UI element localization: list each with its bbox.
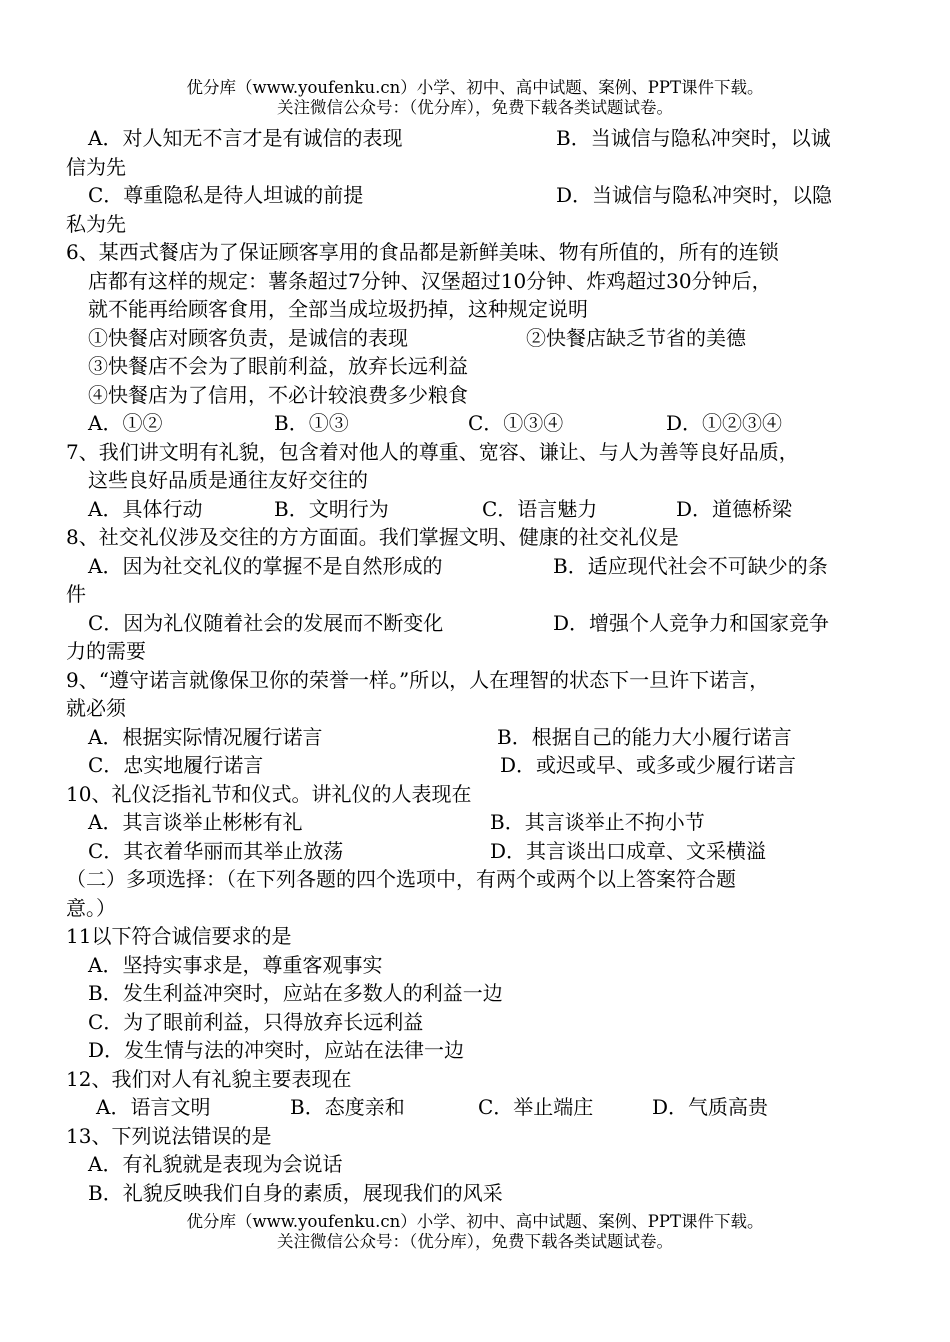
q6-stem-line-2: 店都有这样的规定：薯条超过7分钟、汉堡超过10分钟、炸鸡超过30分钟后， (88, 269, 772, 293)
q12-option-d: D．气质高贵 (652, 1095, 769, 1119)
q9-option-b: B．根据自己的能力大小履行诺言 (497, 725, 792, 749)
q5-option-d-continued: 私为先 (66, 212, 126, 236)
q9-option-a: A．根据实际情况履行诺言 (88, 725, 323, 749)
q13-stem: 13、下列说法错误的是 (66, 1124, 272, 1148)
q11-option-c: C．为了眼前利益，只得放弃长远利益 (88, 1010, 424, 1034)
q11-option-a: A．坚持实事求是，尊重客观事实 (88, 953, 383, 977)
page-footer-line-1: 优分库（www.youfenku.cn）小学、初中、高中试题、案例、PPT课件下载。 (186, 1212, 764, 1231)
q11-option-b: B．发生利益冲突时，应站在多数人的利益一边 (88, 981, 503, 1005)
q9-stem-line-1: 9、“遵守诺言就像保卫你的荣誉一样。”所以，人在理智的状态下一旦许下诺言， (66, 668, 770, 692)
page-footer-line-2: 关注微信公众号：（优分库），免费下载各类试题试卷。 (277, 1232, 673, 1251)
q7-option-b: B．文明行为 (274, 497, 389, 521)
q5-option-d: D．当诚信与隐私冲突时，以隐 (556, 183, 833, 207)
q6-option-c: C．①③④ (468, 411, 564, 435)
q9-stem-line-2: 就必须 (66, 696, 126, 720)
q7-option-a: A．具体行动 (88, 497, 203, 521)
q6-statement-2: ②快餐店缺乏节省的美德 (526, 326, 746, 350)
q8-option-d-continued: 力的需要 (66, 639, 146, 663)
q13-option-a: A．有礼貌就是表现为会说话 (88, 1152, 343, 1176)
q13-option-b: B．礼貌反映我们自身的素质，展现我们的风采 (88, 1181, 503, 1205)
q12-option-a: A．语言文明 (96, 1095, 211, 1119)
q7-stem-line-2: 这些良好品质是通往友好交往的 (88, 468, 368, 492)
q10-option-d: D．其言谈出口成章、文采横溢 (490, 839, 767, 863)
q6-statement-3: ③快餐店不会为了眼前利益，放弃长远利益 (88, 354, 468, 378)
q11-option-d: D．发生情与法的冲突时，应站在法律一边 (88, 1038, 465, 1062)
q5-option-a: A．对人知无不言才是有诚信的表现 (88, 126, 403, 150)
q8-option-b: B．适应现代社会不可缺少的条 (553, 554, 828, 578)
q8-option-b-continued: 件 (66, 582, 86, 606)
q9-option-c: C．忠实地履行诺言 (88, 753, 264, 777)
section-multiple-choice-heading: （二）多项选择：（在下列各题的四个选项中，有两个或两个以上答案符合题 (66, 867, 736, 891)
q11-stem: 11以下符合诚信要求的是 (66, 924, 292, 948)
q10-option-a: A．其言谈举止彬彬有礼 (88, 810, 303, 834)
q6-option-b: B．①③ (274, 411, 349, 435)
q10-stem: 10、礼仪泛指礼节和仪式。讲礼仪的人表现在 (66, 782, 472, 806)
q5-option-c: C．尊重隐私是待人坦诚的前提 (88, 183, 364, 207)
q7-option-d: D．道德桥梁 (676, 497, 793, 521)
q8-stem: 8、社交礼仪涉及交往的方方面面。我们掌握文明、健康的社交礼仪是 (66, 525, 679, 549)
q5-option-b: B．当诚信与隐私冲突时，以诚 (556, 126, 831, 150)
q12-option-c: C．举止端庄 (478, 1095, 594, 1119)
q8-option-c: C．因为礼仪随着社会的发展而不断变化 (88, 611, 444, 635)
q6-option-a: A．①② (88, 411, 163, 435)
q6-stem-line-3: 就不能再给顾客食用，全部当成垃圾扔掉，这种规定说明 (88, 297, 588, 321)
q6-option-d: D．①②③④ (666, 411, 783, 435)
q9-option-d: D．或迟或早、或多或少履行诺言 (500, 753, 797, 777)
q8-option-a: A．因为社交礼仪的掌握不是自然形成的 (88, 554, 443, 578)
q8-option-d: D．增强个人竞争力和国家竞争 (553, 611, 830, 635)
q10-option-b: B．其言谈举止不拘小节 (490, 810, 705, 834)
q7-option-c: C．语言魅力 (482, 497, 598, 521)
q6-statement-1: ①快餐店对顾客负责，是诚信的表现 (88, 326, 408, 350)
q7-stem-line-1: 7、我们讲文明有礼貌，包含着对他人的尊重、宽容、谦让、与人为善等良好品质， (66, 440, 799, 464)
q6-statement-4: ④快餐店为了信用，不必计较浪费多少粮食 (88, 383, 468, 407)
q5-option-b-continued: 信为先 (66, 155, 126, 179)
section-multiple-choice-heading-continued: 意。） (66, 896, 116, 920)
q6-stem-line-1: 6、某西式餐店为了保证顾客享用的食品都是新鲜美味、物有所值的，所有的连锁 (66, 240, 779, 264)
page-header-line-1: 优分库（www.youfenku.cn）小学、初中、高中试题、案例、PPT课件下载。 (186, 78, 764, 97)
q12-option-b: B．态度亲和 (290, 1095, 405, 1119)
page-header-line-2: 关注微信公众号：（优分库），免费下载各类试题试卷。 (277, 98, 673, 117)
q10-option-c: C．其衣着华丽而其举止放荡 (88, 839, 344, 863)
q12-stem: 12、我们对人有礼貌主要表现在 (66, 1067, 352, 1091)
